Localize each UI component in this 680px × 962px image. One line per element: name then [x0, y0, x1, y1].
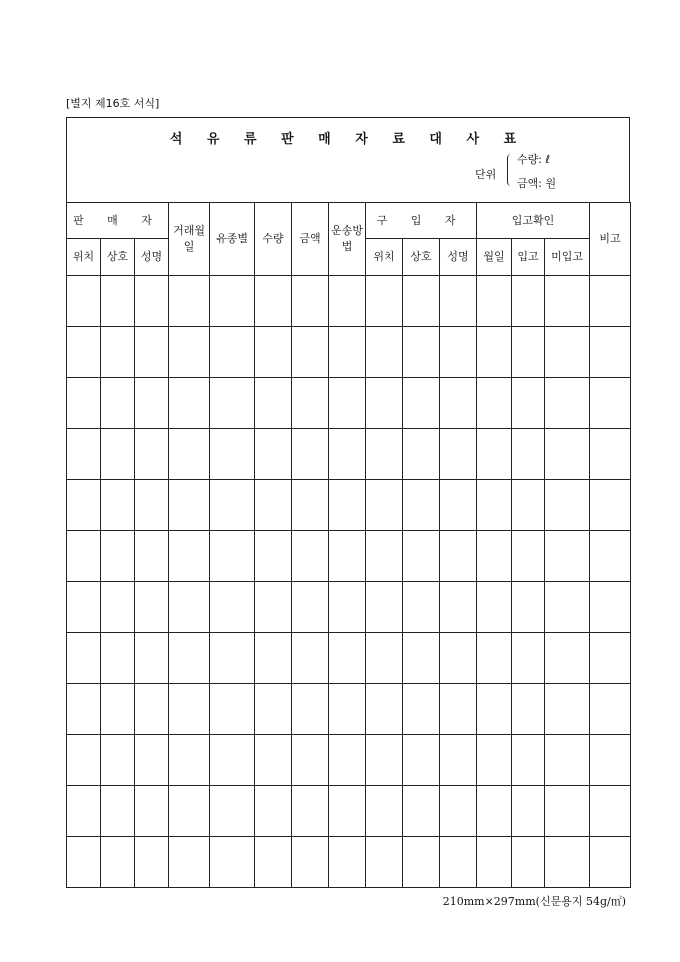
table-cell[interactable]	[512, 735, 545, 786]
table-cell[interactable]	[440, 531, 477, 582]
remarks-header: 비고	[590, 203, 631, 276]
table-cell[interactable]	[67, 480, 101, 531]
table-cell[interactable]	[169, 327, 210, 378]
table-cell[interactable]	[135, 276, 169, 327]
table-cell[interactable]	[169, 276, 210, 327]
table-cell[interactable]	[366, 276, 403, 327]
table-cell[interactable]	[403, 786, 440, 837]
table-cell[interactable]	[101, 582, 135, 633]
table-cell[interactable]	[255, 531, 292, 582]
table-cell[interactable]	[67, 633, 101, 684]
amount-header: 금액	[292, 203, 329, 276]
table-cell[interactable]	[210, 786, 255, 837]
table-cell[interactable]	[135, 378, 169, 429]
buyer-location-header: 위치	[366, 239, 403, 276]
table-cell[interactable]	[329, 429, 366, 480]
table-cell[interactable]	[255, 378, 292, 429]
table-cell[interactable]	[67, 582, 101, 633]
table-cell[interactable]	[292, 786, 329, 837]
receipt-date-header: 월일	[477, 239, 512, 276]
table-cell[interactable]	[366, 633, 403, 684]
table-cell[interactable]	[169, 429, 210, 480]
table-cell[interactable]	[169, 531, 210, 582]
table-cell[interactable]	[67, 531, 101, 582]
unit-amount: 금액: 원	[517, 177, 557, 190]
table-row	[67, 276, 631, 327]
table-cell[interactable]	[210, 327, 255, 378]
table-cell[interactable]	[67, 786, 101, 837]
table-cell[interactable]	[329, 327, 366, 378]
table-cell[interactable]	[169, 837, 210, 888]
table-cell[interactable]	[366, 786, 403, 837]
table-cell[interactable]	[545, 480, 590, 531]
table-cell[interactable]	[210, 684, 255, 735]
table-cell[interactable]	[590, 429, 631, 480]
buyer-name-header: 성명	[440, 239, 477, 276]
table-row	[67, 429, 631, 480]
table-row	[67, 735, 631, 786]
table-cell[interactable]	[545, 378, 590, 429]
table-row	[67, 633, 631, 684]
table-cell[interactable]	[101, 429, 135, 480]
table-cell[interactable]	[67, 735, 101, 786]
table-cell[interactable]	[477, 786, 512, 837]
table-cell[interactable]	[255, 276, 292, 327]
table-cell[interactable]	[255, 480, 292, 531]
table-cell[interactable]	[590, 480, 631, 531]
table-cell[interactable]	[255, 633, 292, 684]
table-cell[interactable]	[403, 327, 440, 378]
table-cell[interactable]	[135, 480, 169, 531]
table-cell[interactable]	[440, 429, 477, 480]
unit-quantity: 수량: ℓ	[517, 153, 550, 166]
transport-header: 운송방법	[329, 203, 366, 276]
table-cell[interactable]	[135, 684, 169, 735]
paper-spec-note: 210mm×297mm(신문용지 54g/㎡)	[442, 895, 626, 908]
table-cell[interactable]	[329, 684, 366, 735]
table-cell[interactable]	[545, 327, 590, 378]
table-cell[interactable]	[366, 531, 403, 582]
receipt-group-header: 입고확인	[477, 203, 590, 239]
table-cell[interactable]	[590, 531, 631, 582]
table-cell[interactable]	[403, 837, 440, 888]
table-cell[interactable]	[403, 429, 440, 480]
table-cell[interactable]	[403, 480, 440, 531]
table-cell[interactable]	[169, 633, 210, 684]
table-cell[interactable]	[329, 480, 366, 531]
table-cell[interactable]	[67, 327, 101, 378]
table-cell[interactable]	[210, 378, 255, 429]
table-cell[interactable]	[292, 684, 329, 735]
table-cell[interactable]	[292, 582, 329, 633]
table-row	[67, 531, 631, 582]
table-cell[interactable]	[512, 276, 545, 327]
table-cell[interactable]	[292, 429, 329, 480]
table-cell[interactable]	[477, 735, 512, 786]
table-cell[interactable]	[545, 531, 590, 582]
table-cell[interactable]	[101, 327, 135, 378]
received-header: 입고	[512, 239, 545, 276]
table-cell[interactable]	[403, 735, 440, 786]
table-cell[interactable]	[292, 327, 329, 378]
table-row	[67, 837, 631, 888]
table-cell[interactable]	[366, 429, 403, 480]
table-cell[interactable]	[210, 633, 255, 684]
quantity-header: 수량	[255, 203, 292, 276]
table-cell[interactable]	[135, 735, 169, 786]
table-cell[interactable]	[590, 582, 631, 633]
table-cell[interactable]	[590, 786, 631, 837]
table-cell[interactable]	[101, 837, 135, 888]
table-cell[interactable]	[403, 276, 440, 327]
table-cell[interactable]	[255, 684, 292, 735]
ledger-table	[66, 202, 631, 888]
seller-business-header: 상호	[101, 239, 135, 276]
table-cell[interactable]	[403, 633, 440, 684]
table-cell[interactable]	[210, 582, 255, 633]
table-cell[interactable]	[255, 837, 292, 888]
table-cell[interactable]	[403, 684, 440, 735]
table-cell[interactable]	[210, 480, 255, 531]
seller-location-header: 위치	[67, 239, 101, 276]
table-cell[interactable]	[477, 837, 512, 888]
table-cell[interactable]	[135, 786, 169, 837]
table-cell[interactable]	[545, 276, 590, 327]
table-cell[interactable]	[477, 378, 512, 429]
table-row	[67, 327, 631, 378]
table-cell[interactable]	[67, 837, 101, 888]
table-cell[interactable]	[255, 429, 292, 480]
table-cell[interactable]	[477, 684, 512, 735]
table-row	[67, 684, 631, 735]
table-cell[interactable]	[101, 378, 135, 429]
oil-type-header: 유종별	[210, 203, 255, 276]
table-cell[interactable]	[292, 633, 329, 684]
table-cell[interactable]	[329, 378, 366, 429]
table-cell[interactable]	[545, 786, 590, 837]
table-cell[interactable]	[590, 276, 631, 327]
table-cell[interactable]	[210, 837, 255, 888]
table-cell[interactable]	[67, 684, 101, 735]
table-cell[interactable]	[67, 378, 101, 429]
header-row-1	[67, 203, 631, 239]
table-cell[interactable]	[292, 735, 329, 786]
unit-brace	[507, 154, 512, 186]
table-cell[interactable]	[545, 633, 590, 684]
form-header-box	[66, 117, 630, 202]
table-cell[interactable]	[512, 480, 545, 531]
table-cell[interactable]	[101, 684, 135, 735]
table-cell[interactable]	[477, 276, 512, 327]
table-cell[interactable]	[169, 480, 210, 531]
table-cell[interactable]	[169, 735, 210, 786]
table-cell[interactable]	[366, 327, 403, 378]
table-cell[interactable]	[440, 684, 477, 735]
table-cell[interactable]	[512, 633, 545, 684]
table-cell[interactable]	[101, 480, 135, 531]
table-cell[interactable]	[512, 684, 545, 735]
table-cell[interactable]	[403, 378, 440, 429]
table-cell[interactable]	[210, 276, 255, 327]
table-cell[interactable]	[292, 480, 329, 531]
form-label: [별지 제16호 서식]	[66, 97, 160, 110]
table-cell[interactable]	[512, 786, 545, 837]
table-cell[interactable]	[477, 480, 512, 531]
table-row	[67, 378, 631, 429]
table-cell[interactable]	[545, 684, 590, 735]
table-cell[interactable]	[329, 837, 366, 888]
table-cell[interactable]	[366, 837, 403, 888]
table-cell[interactable]	[169, 582, 210, 633]
table-cell[interactable]	[169, 786, 210, 837]
table-cell[interactable]	[366, 378, 403, 429]
table-cell[interactable]	[366, 684, 403, 735]
table-cell[interactable]	[67, 276, 101, 327]
seller-name-header: 성명	[135, 239, 169, 276]
table-cell[interactable]	[440, 276, 477, 327]
table-cell[interactable]	[477, 429, 512, 480]
table-cell[interactable]	[366, 480, 403, 531]
table-cell[interactable]	[329, 531, 366, 582]
table-cell[interactable]	[440, 837, 477, 888]
table-cell[interactable]	[512, 378, 545, 429]
table-cell[interactable]	[590, 633, 631, 684]
table-cell[interactable]	[169, 684, 210, 735]
table-cell[interactable]	[135, 531, 169, 582]
table-cell[interactable]	[590, 837, 631, 888]
table-cell[interactable]	[101, 276, 135, 327]
table-cell[interactable]	[329, 633, 366, 684]
table-cell[interactable]	[292, 276, 329, 327]
table-cell[interactable]	[255, 582, 292, 633]
table-cell[interactable]	[329, 735, 366, 786]
table-cell[interactable]	[329, 276, 366, 327]
table-cell[interactable]	[366, 735, 403, 786]
table-row	[67, 582, 631, 633]
unit-label: 단위	[475, 168, 497, 181]
table-cell[interactable]	[329, 582, 366, 633]
buyer-group-header: 구 입 자	[366, 203, 477, 239]
table-cell[interactable]	[545, 582, 590, 633]
table-cell[interactable]	[545, 837, 590, 888]
table-cell[interactable]	[329, 786, 366, 837]
table-cell[interactable]	[440, 786, 477, 837]
table-cell[interactable]	[135, 837, 169, 888]
table-cell[interactable]	[512, 531, 545, 582]
table-cell[interactable]	[255, 735, 292, 786]
table-cell[interactable]	[210, 429, 255, 480]
table-cell[interactable]	[440, 378, 477, 429]
table-cell[interactable]	[403, 531, 440, 582]
table-cell[interactable]	[101, 786, 135, 837]
buyer-business-header: 상호	[403, 239, 440, 276]
table-cell[interactable]	[135, 633, 169, 684]
table-row	[67, 786, 631, 837]
seller-group-header: 판 매 자	[67, 203, 169, 239]
table-cell[interactable]	[590, 327, 631, 378]
table-cell[interactable]	[440, 480, 477, 531]
ledger-body	[67, 276, 631, 888]
table-cell[interactable]	[292, 837, 329, 888]
table-cell[interactable]	[135, 327, 169, 378]
table-cell[interactable]	[477, 582, 512, 633]
table-cell[interactable]	[440, 582, 477, 633]
table-cell[interactable]	[210, 531, 255, 582]
table-cell[interactable]	[512, 582, 545, 633]
table-cell[interactable]	[477, 633, 512, 684]
table-cell[interactable]	[255, 786, 292, 837]
table-cell[interactable]	[590, 735, 631, 786]
table-cell[interactable]	[403, 582, 440, 633]
table-cell[interactable]	[477, 327, 512, 378]
not-received-header: 미입고	[545, 239, 590, 276]
table-cell[interactable]	[67, 429, 101, 480]
table-cell[interactable]	[545, 429, 590, 480]
form-title: 석 유 류 판 매 자 료 대 사 표	[169, 132, 527, 147]
table-cell[interactable]	[101, 633, 135, 684]
table-cell[interactable]	[101, 531, 135, 582]
table-cell[interactable]	[440, 327, 477, 378]
table-cell[interactable]	[512, 327, 545, 378]
table-cell[interactable]	[545, 735, 590, 786]
table-cell[interactable]	[135, 429, 169, 480]
table-cell[interactable]	[292, 531, 329, 582]
table-cell[interactable]	[255, 327, 292, 378]
table-cell[interactable]	[590, 378, 631, 429]
table-cell[interactable]	[440, 633, 477, 684]
table-cell[interactable]	[210, 735, 255, 786]
table-row	[67, 480, 631, 531]
table-cell[interactable]	[169, 378, 210, 429]
table-cell[interactable]	[366, 582, 403, 633]
table-cell[interactable]	[590, 684, 631, 735]
table-cell[interactable]	[512, 429, 545, 480]
table-cell[interactable]	[101, 735, 135, 786]
table-cell[interactable]	[292, 378, 329, 429]
trade-date-header: 거래월일	[169, 203, 210, 276]
table-cell[interactable]	[440, 735, 477, 786]
table-cell[interactable]	[135, 582, 169, 633]
table-cell[interactable]	[512, 837, 545, 888]
table-cell[interactable]	[477, 531, 512, 582]
